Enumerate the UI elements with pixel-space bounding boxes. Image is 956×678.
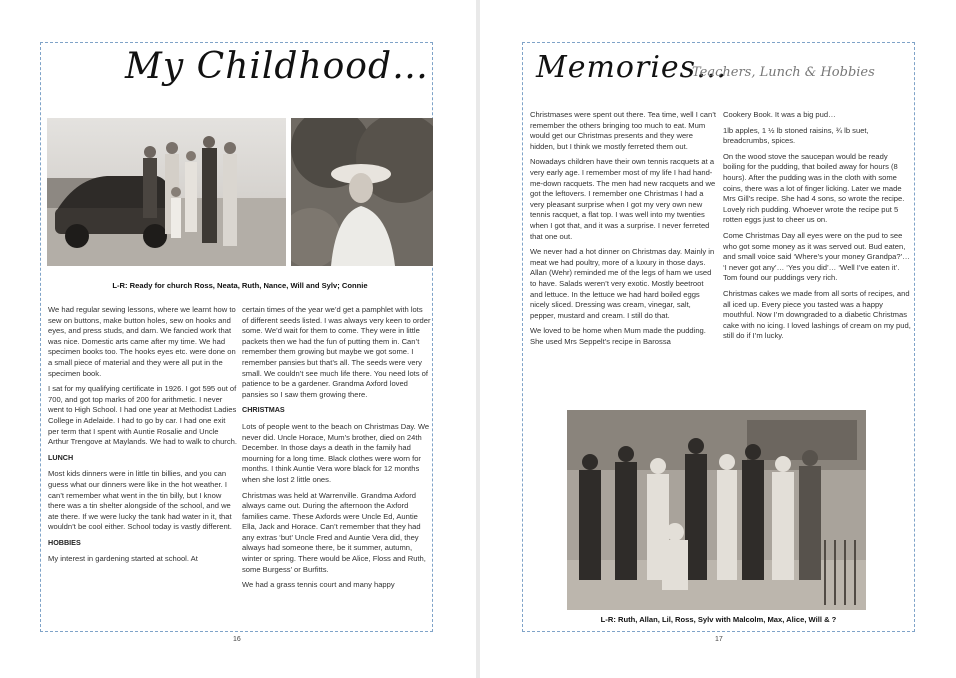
left-page [0, 0, 476, 678]
paragraph: My interest in gardening started at school. At [48, 554, 198, 564]
paragraph: I sat for my qualifying certificate in 1926. I got 595 out of 700, and got top marks of 200 for arithmetic. I never went to High School. I had one year at Methodist Ladies College in Adelaide. I had to go by car. I had one exit per term that I spent with Auntie Rosalie and Uncle Arthur Trengove at Maylands. We had to walk to church. [48, 384, 237, 447]
paragraph: Come Christmas Day all eyes were on the pud to see who got some money as it was served out. Bud eaten, and small voice said ‘Where’s your money Grandpa?’… ‘I never got any’… ‘Yes you did’… ‘Well I’ve eaten it’. Tom found our puddings very rich. [723, 230, 910, 283]
page-subtitle: Teachers, Lunch & Hobbies [692, 65, 875, 80]
paragraph: Cookery Book. It was a big pud… [723, 110, 836, 119]
paragraph: Christmas cakes we made from all sorts of recipes, and all iced up. Every piece you tasted was a happy mouthful. Now I’m downgraded to a diabetic Christmas cake with no icing. I loved lashings of cream on my pud, still do if I’m lucky. [723, 288, 911, 341]
right-text-column-2 [723, 110, 911, 392]
paragraph: On the wood stove the saucepan would be ready boiling for the pudding, that boiled away for hours (8 hours). After the pudding was in the cloth with some coins, there was a lot of finger licking. Later we made Mrs Gill’s recipe. She had 4 sons, so wrote the recipe. Lovely rich pudding. Whoever wrote the recipe put 5 rotten eggs just to cheer us on. [723, 151, 905, 225]
paragraph: We never had a hot dinner on Christmas day. Mainly in meat we had poultry, more of a luxury in those days. Allan (Wehr) reminded me of the legs of ham we used to have. Salads weren’t very exotic. Mostly beetroot and lettuce. In the lettuce we had hard boiled eggs nicely sliced. Dressing was cream, vinegar, salt, pepper, mustard and cream. I still do that. [530, 247, 715, 320]
page-number: 17 [715, 636, 723, 643]
page-title: My Childhood… [125, 46, 430, 87]
page-title: Memories… [536, 50, 728, 85]
photo-caption: L-R: Ready for church Ross, Neata, Ruth, Nance, Will and Sylv; Connie [112, 281, 368, 290]
section-heading: LUNCH [48, 452, 74, 462]
section-heading: HOBBIES [48, 537, 81, 547]
paragraph: Lots of people went to the beach on Christmas Day. We never did. Uncle Horace, Mum’s brother, died on 24th December. In those days a death in the family had mourning for a long time. Black clothes were worn for months. I think Auntie Vera wore black for 12 months when she lost 2 little ones. [242, 421, 430, 484]
connie-portrait-photo [291, 118, 433, 266]
paragraph: Christmases were spent out there. Tea time, well I can’t remember the others bringing too much to eat. Mum would get our Christmas presents and they were hidden, but I think we mostly ferreted them out. [530, 110, 716, 151]
right-text-column-1 [530, 110, 718, 392]
paragraph: Nowadays children have their own tennis racquets at a very early age. I remember most of my life I had hand-me-down racquets. The men had new racquets and we got the leftovers. I remember one Christmas I had a very pleasant surprise when I got my very own new tennis racquet, a flat top. I was well into my twenties when I got that, and it was a surprise. I never ferreted that one out. [530, 157, 716, 241]
paragraph: Most kids dinners were in little tin billies, and you can guess what our dinners were like in the hot weather. I can’t remember what went in the tin billy, but I know there was a tin shelter alongside of the school, and we ate there. If we were lucky the tank had water in it, that wouldn’t be cool either. School today is vastly different. [48, 469, 232, 532]
family-car-photo [47, 118, 286, 266]
paragraph: Christmas was held at Warrenville. Grandma Axford always came out. During the afternoon the Axford families came. These Axfords were Uncle Ed, Auntie Ella, Jack and Horace. Can’t remember that they had any extras ‘but’ Uncle Fred and Auntie Vera did, they always had someone there, be it summer, autumn, winter or spring. There would be Alice, Floss and Ruth, some Burgess’ or Burfitts. [242, 490, 426, 574]
right-page [480, 0, 956, 678]
left-text-column-2 [242, 305, 431, 627]
paragraph: 1lb apples, 1 ½ lb stoned raisins, ¾ lb suet, breadcrumbs, spices. [723, 125, 869, 146]
paragraph: We had regular sewing lessons, where we learnt how to sew on buttons, make button holes, sew on hooks and eyes, and press studs, and darn. We fancied work that was nice. Domestic arts came after my time. We had specimen books too. The hooks eyes etc. were done on a small piece of material and they were all put in the specimen book. [48, 305, 236, 378]
page-number: 16 [233, 636, 241, 643]
left-text-column-1 [48, 305, 238, 627]
family-group-photo [567, 410, 866, 610]
paragraph: We loved to be home when Mum made the pudding. She used Mrs Seppelt’s recipe in Barossa [530, 326, 706, 346]
photo-caption: L-R: Ruth, Allan, Lil, Ross, Sylv with Malcolm, Max, Alice, Will & ? [600, 615, 837, 624]
paragraph: We had a grass tennis court and many happy [242, 580, 395, 590]
section-heading: CHRISTMAS [242, 405, 285, 415]
paragraph: certain times of the year we’d get a pamphlet with lots of different seeds listed. I was always very keen to order some. We’d wait for them to come. They were in little packets then we had the fun of putting them in. Can’t remember them growing but maybe we got some. I remember pansies but that’s all. The seeds were very small. We couldn’t see much life there. You need lots of patience to be a gardener. Grandma Axford loved pansies so I saw them growing there. [242, 305, 431, 399]
